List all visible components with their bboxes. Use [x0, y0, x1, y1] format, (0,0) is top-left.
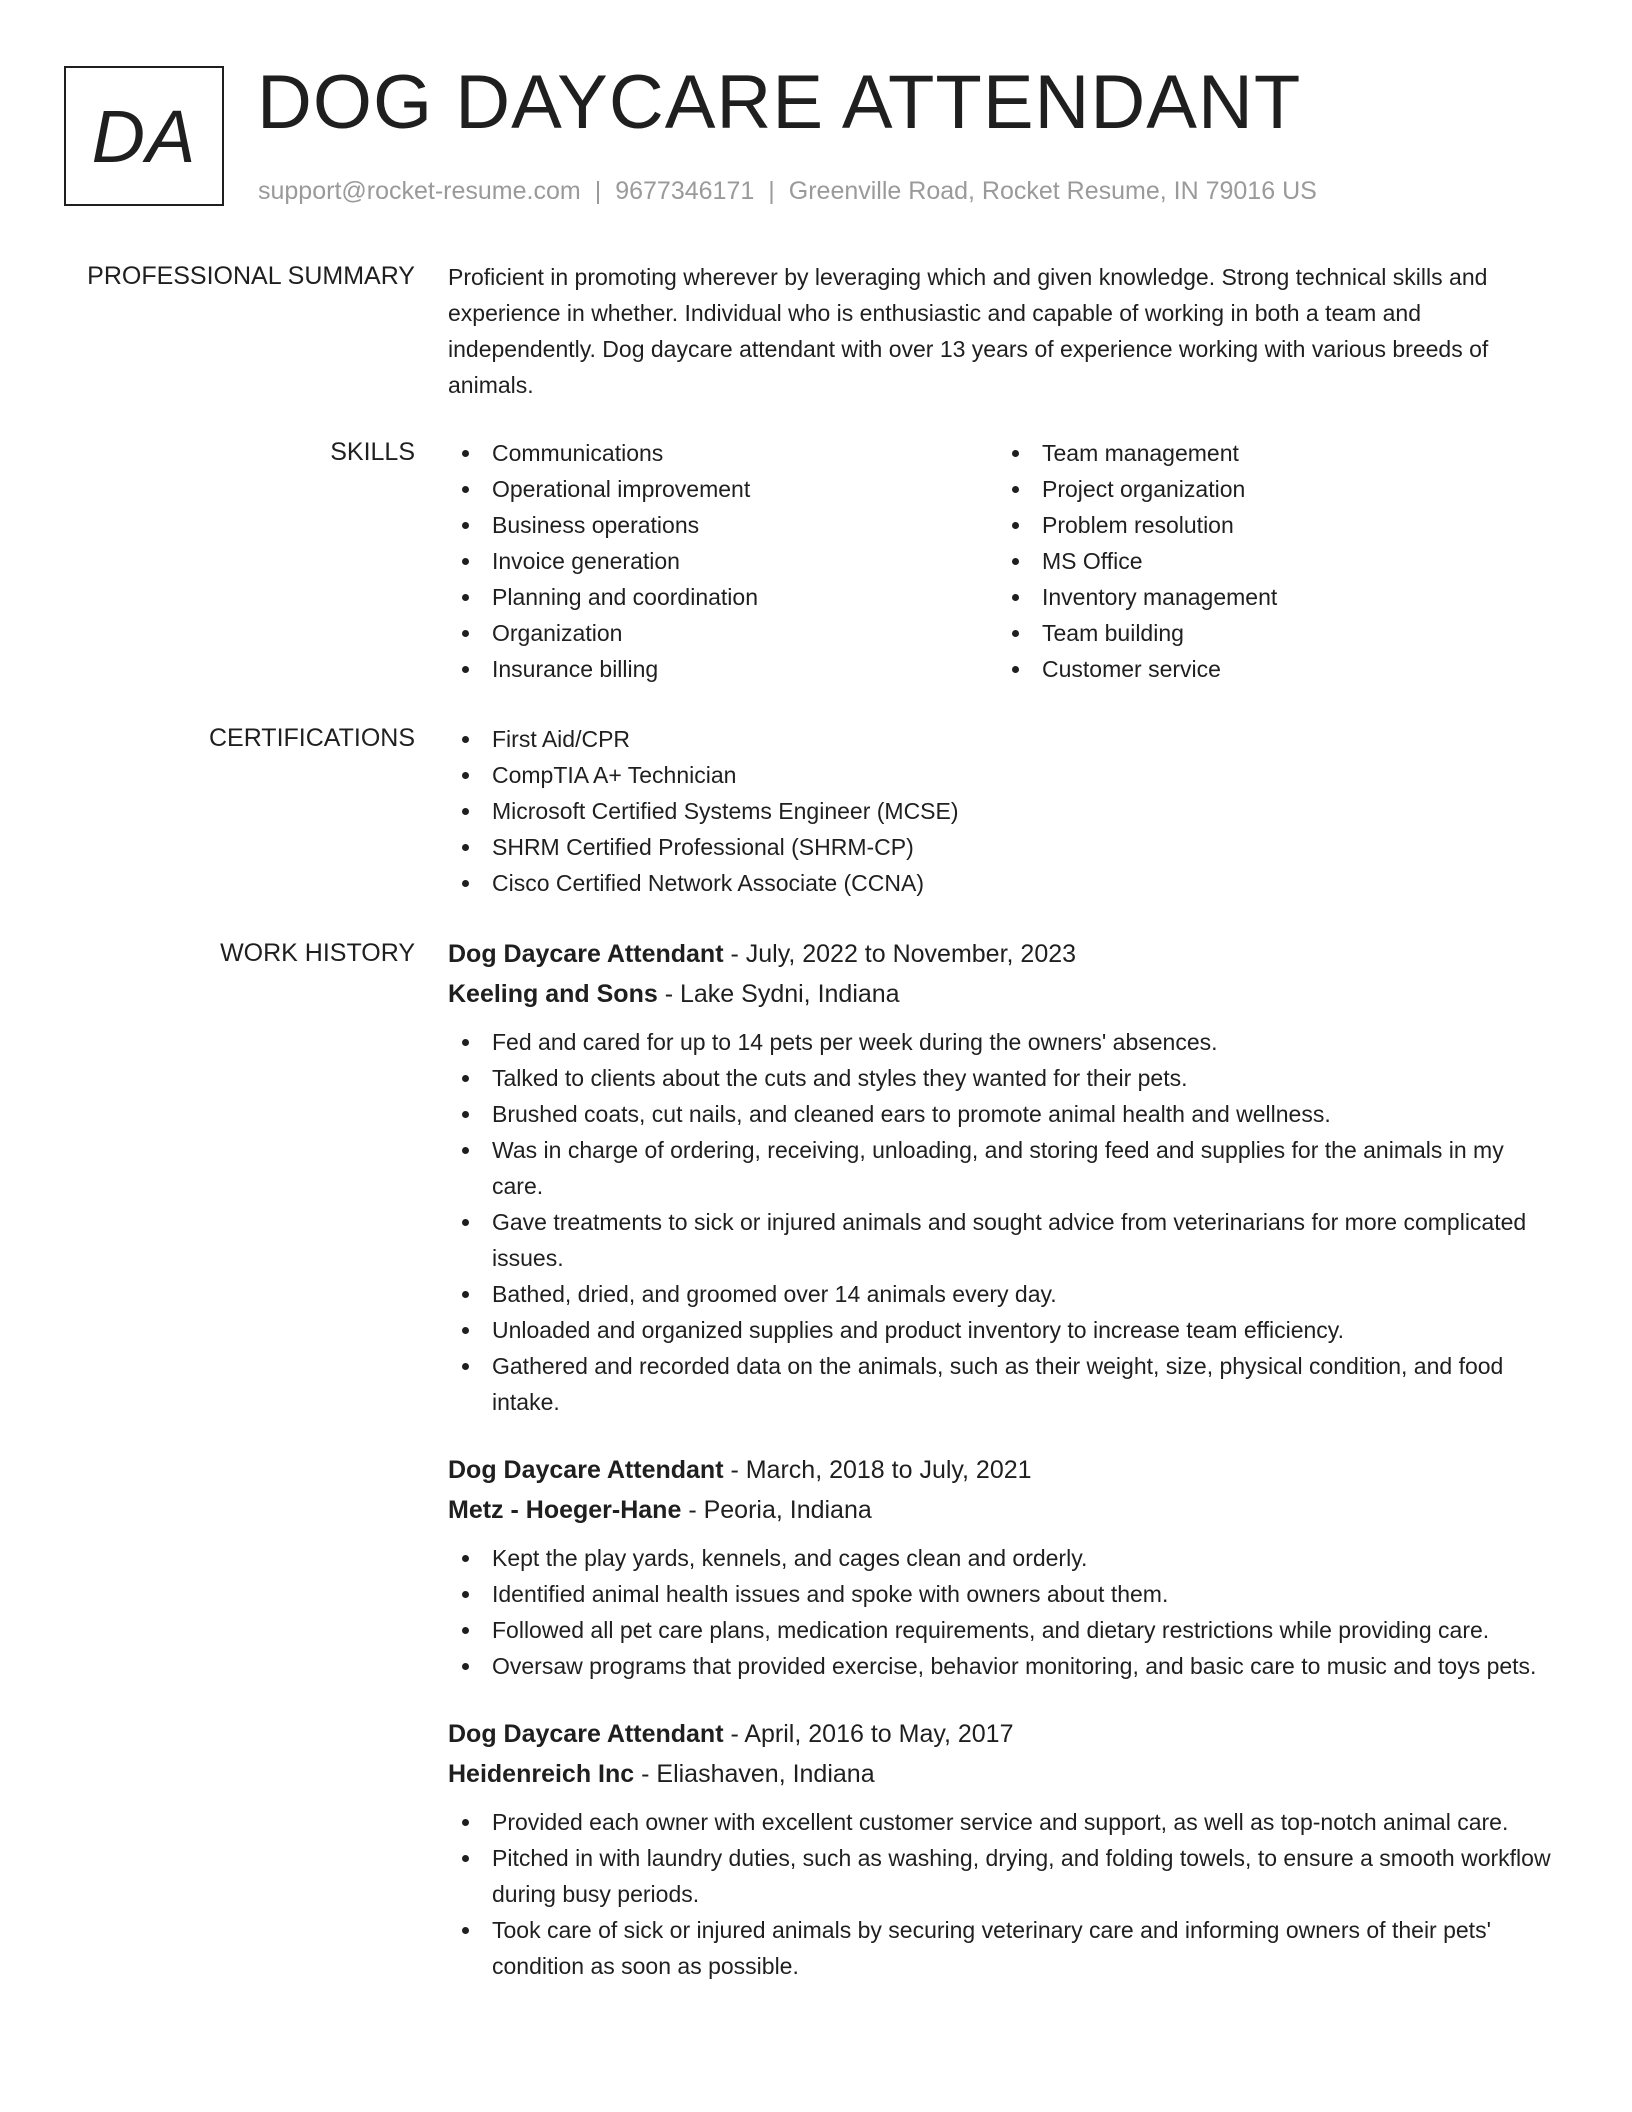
- skills-body: [448, 435, 1560, 687]
- list-item: CompTIA A+ Technician: [448, 757, 1560, 793]
- job-bullets: [448, 1024, 1560, 1420]
- job-company: Heidenreich Inc: [448, 1760, 635, 1788]
- job-title: Dog Daycare Attendant: [448, 940, 724, 968]
- skills-list-left: [448, 435, 998, 687]
- list-item: Team management: [998, 435, 1548, 471]
- contact-separator: |: [594, 177, 602, 205]
- monogram: DA: [64, 66, 224, 206]
- job-title-line: [448, 1450, 1560, 1490]
- job-company-line: [448, 1490, 1560, 1530]
- section-heading: SKILLS: [330, 438, 415, 466]
- job-company-line: [448, 1754, 1560, 1794]
- job-location: - Lake Sydni, Indiana: [657, 980, 900, 1008]
- job-company: Keeling and Sons: [448, 980, 658, 1008]
- job-title: Dog Daycare Attendant: [448, 1456, 724, 1484]
- list-item: Inventory management: [998, 579, 1548, 615]
- job-dates: - April, 2016 to May, 2017: [723, 1720, 1014, 1748]
- list-item: Planning and coordination: [448, 579, 998, 615]
- list-item: Organization: [448, 615, 998, 651]
- list-item: Brushed coats, cut nails, and cleaned ears to promote animal health and wellness.: [448, 1096, 1560, 1132]
- list-item: Oversaw programs that provided exercise, behavior monitoring, and basic care to music and toys pets.: [448, 1648, 1560, 1684]
- list-item: Insurance billing: [448, 651, 998, 687]
- section-heading: WORK HISTORY: [220, 939, 415, 967]
- list-item: Took care of sick or injured animals by securing veterinary care and informing owners of their pets' condition as soon as possible.: [448, 1912, 1560, 1984]
- job-company-line: [448, 974, 1560, 1014]
- list-item: Project organization: [998, 471, 1548, 507]
- section-heading: CERTIFICATIONS: [208, 724, 415, 752]
- list-item: Gave treatments to sick or injured animals and sought advice from veterinarians for more complicated issues.: [448, 1204, 1560, 1276]
- contact-line: [258, 174, 1317, 208]
- list-item: Pitched in with laundry duties, such as washing, drying, and folding towels, to ensure a smooth workflow during busy periods.: [448, 1840, 1560, 1912]
- list-item: Provided each owner with excellent customer service and support, as well as top-notch animal care.: [448, 1804, 1560, 1840]
- summary-text: Proficient in promoting wherever by leveraging which and given knowledge. Strong technical skills and experience in whether. Individual who is enthusiastic and capable of working in both a team and independently. Dog daycare attendant with over 13 years of experience working with various breeds of animals.: [448, 264, 1489, 398]
- list-item: Gathered and recorded data on the animals, such as their weight, size, physical condition, and food intake.: [448, 1348, 1560, 1420]
- list-item: Business operations: [448, 507, 998, 543]
- contact-address: Greenville Road, Rocket Resume, IN 79016 US: [788, 177, 1317, 205]
- job-bullets: [448, 1804, 1560, 1984]
- job-dates: - July, 2022 to November, 2023: [723, 940, 1077, 968]
- list-item: Identified animal health issues and spoke with owners about them.: [448, 1576, 1560, 1612]
- job-company: Metz - Hoeger-Hane: [448, 1496, 682, 1524]
- work-history-body: [448, 934, 1560, 2014]
- list-item: Followed all pet care plans, medication requirements, and dietary restrictions while providing care.: [448, 1612, 1560, 1648]
- job-title: Dog Daycare Attendant: [448, 1720, 724, 1748]
- job-entry: [448, 934, 1560, 1420]
- page-title: DOG DAYCARE ATTENDANT: [257, 60, 1302, 145]
- list-item: Team building: [998, 615, 1548, 651]
- summary-body: [448, 259, 1560, 403]
- list-item: Invoice generation: [448, 543, 998, 579]
- job-location: - Eliashaven, Indiana: [634, 1760, 875, 1788]
- certifications-body: [448, 721, 1560, 901]
- job-title-line: [448, 1714, 1560, 1754]
- list-item: SHRM Certified Professional (SHRM-CP): [448, 829, 1560, 865]
- job-title-line: [448, 934, 1560, 974]
- job-bullets: [448, 1540, 1560, 1684]
- list-item: Operational improvement: [448, 471, 998, 507]
- list-item: MS Office: [998, 543, 1548, 579]
- skills-list-right: [998, 435, 1548, 687]
- section-heading: PROFESSIONAL SUMMARY: [87, 262, 415, 290]
- list-item: Talked to clients about the cuts and styles they wanted for their pets.: [448, 1060, 1560, 1096]
- list-item: Bathed, dried, and groomed over 14 animals every day.: [448, 1276, 1560, 1312]
- contact-email: support@rocket-resume.com: [258, 177, 581, 205]
- job-entry: [448, 1450, 1560, 1684]
- contact-phone: 9677346171: [615, 177, 755, 205]
- contact-separator: |: [768, 177, 775, 205]
- list-item: Fed and cared for up to 14 pets per week during the owners' absences.: [448, 1024, 1560, 1060]
- job-entry: [448, 1714, 1560, 1984]
- list-item: Communications: [448, 435, 998, 471]
- list-item: Problem resolution: [998, 507, 1548, 543]
- list-item: Cisco Certified Network Associate (CCNA): [448, 865, 1560, 901]
- list-item: First Aid/CPR: [448, 721, 1560, 757]
- job-dates: - March, 2018 to July, 2021: [723, 1456, 1032, 1484]
- list-item: Kept the play yards, kennels, and cages clean and orderly.: [448, 1540, 1560, 1576]
- list-item: Microsoft Certified Systems Engineer (MCSE): [448, 793, 1560, 829]
- certifications-list: [448, 721, 1560, 901]
- job-location: - Peoria, Indiana: [681, 1496, 872, 1524]
- list-item: Unloaded and organized supplies and product inventory to increase team efficiency.: [448, 1312, 1560, 1348]
- list-item: Was in charge of ordering, receiving, unloading, and storing feed and supplies for the animals in my care.: [448, 1132, 1560, 1204]
- list-item: Customer service: [998, 651, 1548, 687]
